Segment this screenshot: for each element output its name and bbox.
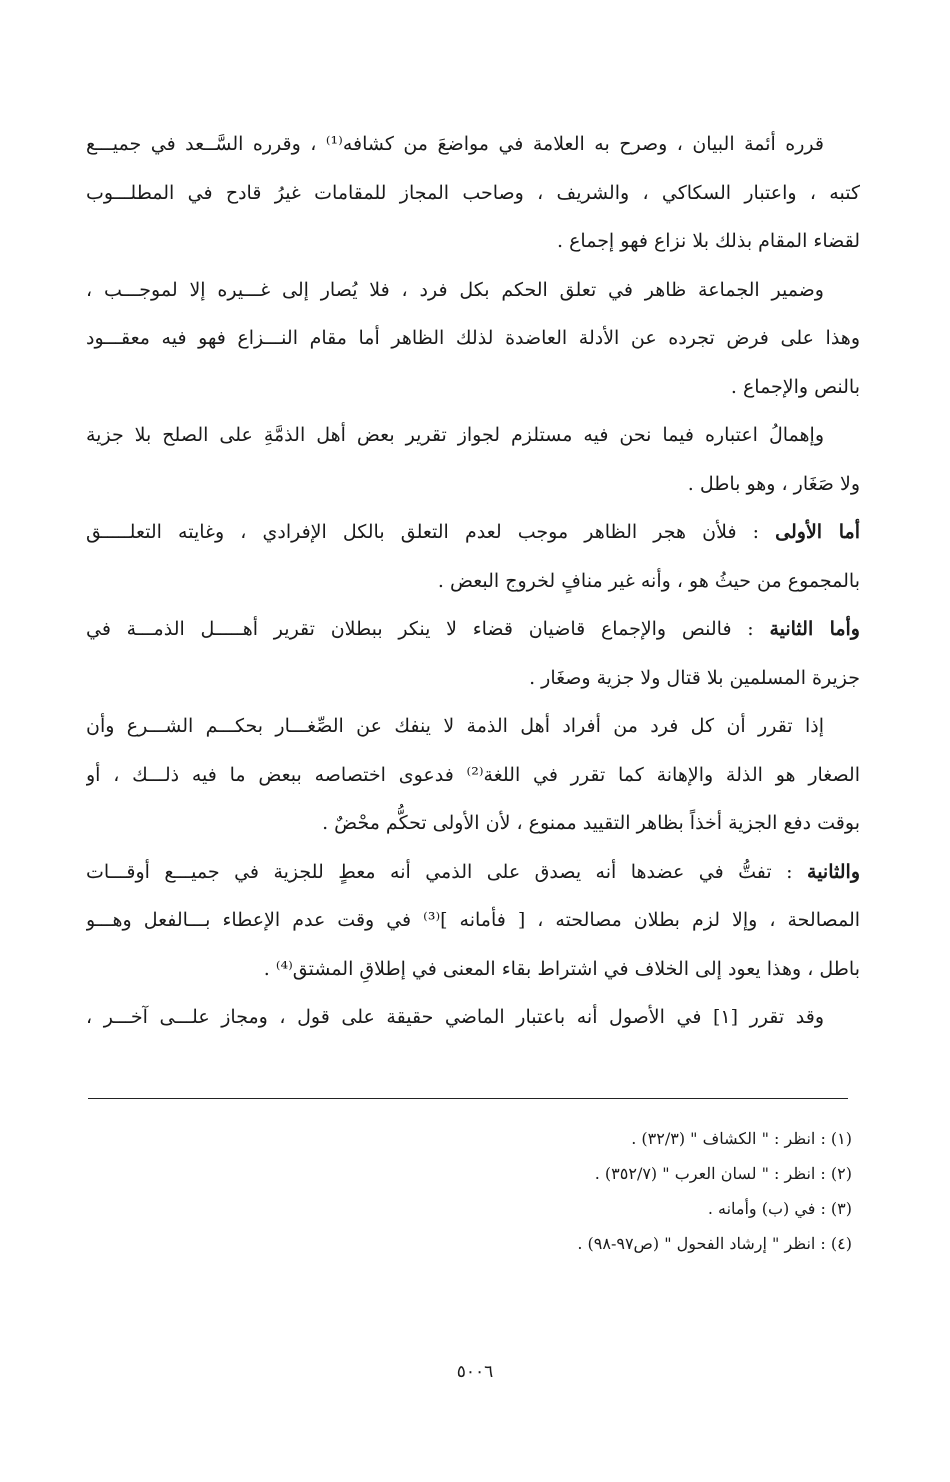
footnote: (٢) : انظر : " لسان العرب " (٣٥٢/٧) . [594,1164,852,1183]
main-text [86,120,860,1042]
text-line [86,605,860,654]
text-line [86,169,860,218]
text-line [86,411,860,460]
text-line [86,799,860,848]
line-text: المصالحة ، وإلا لزم بطلان مصالحته ، [ فأمانه ]⁽³⁾ في وقت عدم الإعطاء بـــالفعل وهـــو [86,909,860,931]
text-line [86,993,860,1042]
footnote-separator [88,1098,848,1099]
footnote: (١) : انظر : " الكشاف " (٣٢/٣) . [631,1129,852,1148]
text-line [86,460,860,509]
text-line [86,508,860,557]
line-text: الصغار هو الذلة والإهانة كما تقرر في اللغة⁽²⁾ فدعوى اختصاصه ببعض ما فيه ذلـــك ، أو [86,763,860,786]
line-text: إذا تقرر أن كل فرد من أفراد أهل الذمة لا ينفك عن الصِّغـــار بحكـــم الشـــرع وأن [86,715,824,737]
text-line [86,120,860,169]
line-text: كتبه ، واعتبار السكاكي ، والشريف ، وصاحب المجاز للمقامات غيرُ قادح في المطلـــوب [86,181,860,204]
text-line [86,654,860,703]
line-text: بالمجموع من حيثُ هو ، وأنه غير منافٍ لخروج البعض . [437,569,860,592]
line-text: لقضاء المقام بذلك بلا نزاع فهو إجماع . [557,230,860,252]
text-line [86,314,860,363]
text-line [86,702,860,751]
line-text: : فالنص والإجماع قاضيان قضاء لا ينكر ببطلان تقرير أهـــــل الذمـــة في [86,618,770,640]
text-line [86,217,860,266]
line-text: قرره أئمة البيان ، وصرح به العلامة في مواضعَ من كشافه⁽¹⁾ ، وقرره السَّــعد في جميـــع [86,133,824,155]
line-text: وهذا على فرض تجرده عن الأدلة العاضدة لذلك الظاهر أما مقام النـــزاع فهو فيه معقـــود [86,327,860,349]
line-text: : تفتُّ في عضدها أنه يصدق على الذمي أنه معطٍ للجزية في جميـــع أوقـــات [86,860,808,883]
line-text: بوقت دفع الجزية أخذاً بظاهر التقييد ممنوع ، لأن الأولى تحكُّم محْضٌ . [322,812,860,834]
page-number: ٥٠٠٦ [456,1362,494,1382]
text-line [86,363,860,412]
text-line [86,896,860,945]
footnotes [86,1121,860,1261]
text-line [86,848,860,897]
line-text: وقد تقرر [١] في الأصول أنه باعتبار الماضي حقيقة على قول ، ومجاز علـــى آخـــر ، [86,1006,825,1028]
line-text: ولا صَغَار ، وهو باطل . [687,472,860,495]
line-text: بالنص والإجماع . [730,375,860,398]
section-lead: والثانية [807,860,860,883]
text-line [86,945,860,994]
footnote: (٣) : في (ب) وأمانه . [707,1199,852,1218]
line-text: : فلأن هجر الظاهر موجب لعدم التعلق بالكل الإفرادي ، وغايته التعلـــــق [86,521,776,543]
line-text: جزيرة المسلمين بلا قتال ولا جزية وصغَار . [529,666,860,689]
footnote: (٤) : انظر " إرشاد الفحول " (ص٩٧-٩٨) . [577,1234,852,1253]
line-text: وإهمالُ اعتباره فيما نحن فيه مستلزم لجواز تقرير بعض أهل الذمَّةِ على الصلح بلا جزية [86,424,824,446]
text-line [86,751,860,800]
text-line [86,557,860,606]
line-text: وضمير الجماعة ظاهر في تعلق الحكم بكل فرد ، فلا يُصار إلى غـــيره إلا لموجـــب ، [86,278,824,301]
section-lead: أما الأولى [775,521,860,543]
line-text: باطل ، وهذا يعود إلى الخلاف في اشتراط بقاء المعنى في إطلاقِ المشتق⁽⁴⁾ . [263,957,860,980]
text-line [86,266,860,315]
section-lead: وأما الثانية [769,618,860,640]
